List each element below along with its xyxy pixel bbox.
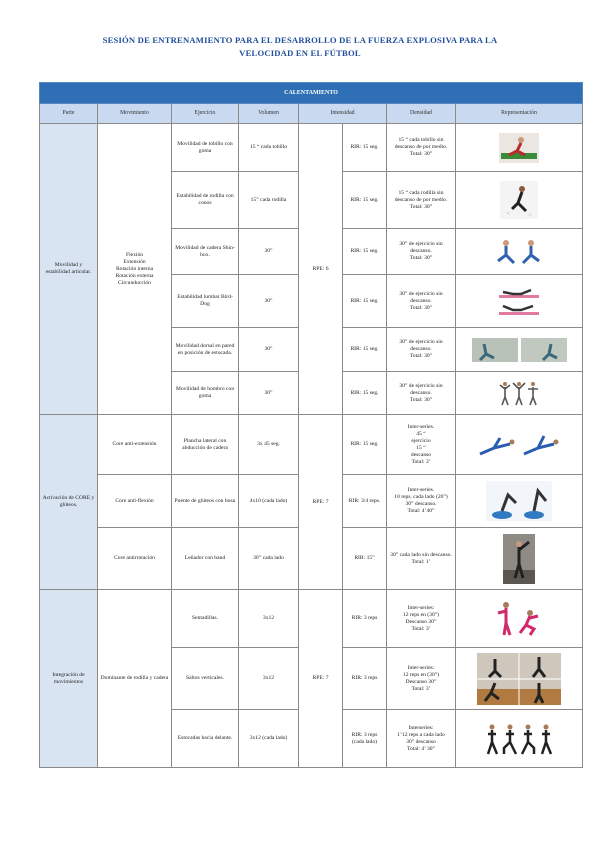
rir-cell: RIR: 3 reps (cada lado) [343,710,387,768]
rir-cell: RIR: 15 seg. [343,172,387,229]
training-table [39,82,583,768]
volumen-cell: 30” cada lado [239,528,299,590]
representation-cell [456,475,583,528]
densidad-cell: 30” cada lado sin descanso. Total: 1’ [387,528,456,590]
ejercicio-cell: Sentadillas. [172,590,239,648]
document-title [40,34,560,59]
ejercicio-cell: Movilidad de cadera Shin-box. [172,229,239,275]
rpe-cell: RPE: 6 [299,124,343,415]
rpe-cell: RPE: 7 [299,415,343,590]
volumen-cell: 15 “ cada tobillo [239,124,299,172]
densidad-cell: Inter-series. 45 “ ejercicio 15 “ descanso Total: 3’ [387,415,456,475]
rir-cell: RIR: 3/4 reps. [343,475,387,528]
parte-cell: Movilidad y estabilidad articular. [40,124,98,415]
exercise-photo [486,481,552,521]
col-header-movimiento: Movimiento [98,104,172,124]
section-header: CALENTAMIENTO [40,83,583,104]
exercise-photo [477,653,561,705]
densidad-cell: 15 “ cada rodilla sin descanso de por medio. Total: 30” [387,172,456,229]
exercise-photo [494,237,544,267]
densidad-cell: Interseries: 1’12 reps a cada lado 30” descanso Total: 4’ 30” [387,710,456,768]
volumen-cell: 4x10 (cada lado) [239,475,299,528]
exercise-photo [500,181,538,219]
densidad-cell: Inter-series: 12 reps en (30”) Descanso 30” Total: 3’ [387,648,456,710]
col-header-volumen: Volumen [239,104,299,124]
ejercicio-cell: Movilidad dorsal en pared en posición de estocada. [172,328,239,372]
movimiento-cell: Dominante de rodilla y cadera [98,590,172,768]
col-header-representacion: Representación [456,104,583,124]
volumen-cell: 15” cada rodilla [239,172,299,229]
movimiento-cell: Flexión Extensión Rotación interna Rotación externa Circunducción [98,124,172,415]
volumen-cell: 30” [239,372,299,415]
densidad-cell: 30” de ejercicio sin descanso. Total: 30” [387,229,456,275]
representation-cell [456,648,583,710]
rir-cell: RIR: 15 seg. [343,275,387,328]
densidad-cell: 30” de ejercicio sin descanso. Total: 30” [387,372,456,415]
rir-cell: RIR: 3 reps [343,590,387,648]
ejercicio-cell: Estocadas hacia delante. [172,710,239,768]
ejercicio-cell: Movilidad de hombro con goma [172,372,239,415]
ejercicio-cell: Saltos verticales. [172,648,239,710]
representation-cell [456,275,583,328]
representation-cell [456,172,583,229]
rir-cell: RIR: 15 seg. [343,415,387,475]
movimiento-cell: Core anti-extensión [98,415,172,475]
rir-cell: RIR: 15” [343,528,387,590]
exercise-photo [503,534,535,584]
title-line-2: VELOCIDAD EN EL FÚTBOL [239,47,361,58]
densidad-cell: 30” de ejercicio sin descanso. Total: 30” [387,328,456,372]
representation-cell [456,415,583,475]
col-header-densidad: Densidad [387,104,456,124]
representation-cell [456,710,583,768]
volumen-cell: 3x12 [239,648,299,710]
rpe-cell: RPE: 7 [299,590,343,768]
ejercicio-cell: Estabilidad lumbar Bird-Dog [172,275,239,328]
exercise-photo [497,379,541,407]
exercise-photo [494,599,544,639]
rir-cell: RIR: 15 seg. [343,328,387,372]
representation-cell [456,124,583,172]
volumen-cell: 30” [239,328,299,372]
exercise-photo [499,133,539,163]
representation-cell [456,372,583,415]
volumen-cell: 30” [239,275,299,328]
densidad-cell: Inter-series. 10 reps. cada lado (20”) 30” descanso. Total: 4’40” [387,475,456,528]
rir-cell: RIR: 15 seg. [343,124,387,172]
representation-cell [456,328,583,372]
col-header-ejercicio: Ejercicio [172,104,239,124]
densidad-cell: 30” de ejercicio sin descanso. Total: 30” [387,275,456,328]
ejercicio-cell: Plancha lateral con abducción de cadera [172,415,239,475]
exercise-photo [521,338,567,362]
ejercicio-cell: Leñador con band [172,528,239,590]
parte-cell: Integración de movimientos [40,590,98,768]
ejercicio-cell: Movilidad de tobillo con goma [172,124,239,172]
volumen-cell: 3x 45 seg. [239,415,299,475]
representation-cell [456,590,583,648]
exercise-photo [495,284,543,318]
densidad-cell: Inter-series: 12 reps en (30”) Descanso 30” Total: 3’ [387,590,456,648]
rir-cell: RIR: 3 reps [343,648,387,710]
exercise-photo [472,338,518,362]
rir-cell: RIR: 15 seg. [343,372,387,415]
ejercicio-cell: Puente de glúteos con bosu [172,475,239,528]
volumen-cell: 3x12 [239,590,299,648]
movimiento-cell: Core anti-flexión [98,475,172,528]
col-header-intensidad: Intensidad [299,104,387,124]
rir-cell: RIR: 15 seg. [343,229,387,275]
representation-cell [456,229,583,275]
volumen-cell: 30” [239,229,299,275]
densidad-cell: 15 “ cada tobillo sin descanso de por medio. Total: 30” [387,124,456,172]
representation-cell [456,528,583,590]
parte-cell: Activación de CORE y glúteos. [40,415,98,590]
volumen-cell: 3x12 (cada lado) [239,710,299,768]
exercise-photo [483,722,555,756]
movimiento-cell: Core antirrotación [98,528,172,590]
ejercicio-cell: Estabilidad de rodilla con conos [172,172,239,229]
col-header-parte: Parte [40,104,98,124]
exercise-photo [474,432,564,458]
title-line-1: SESIÓN DE ENTRENAMIENTO PARA EL DESARROLLO DE LA FUERZA EXPLOSIVA PARA LA [102,35,498,45]
